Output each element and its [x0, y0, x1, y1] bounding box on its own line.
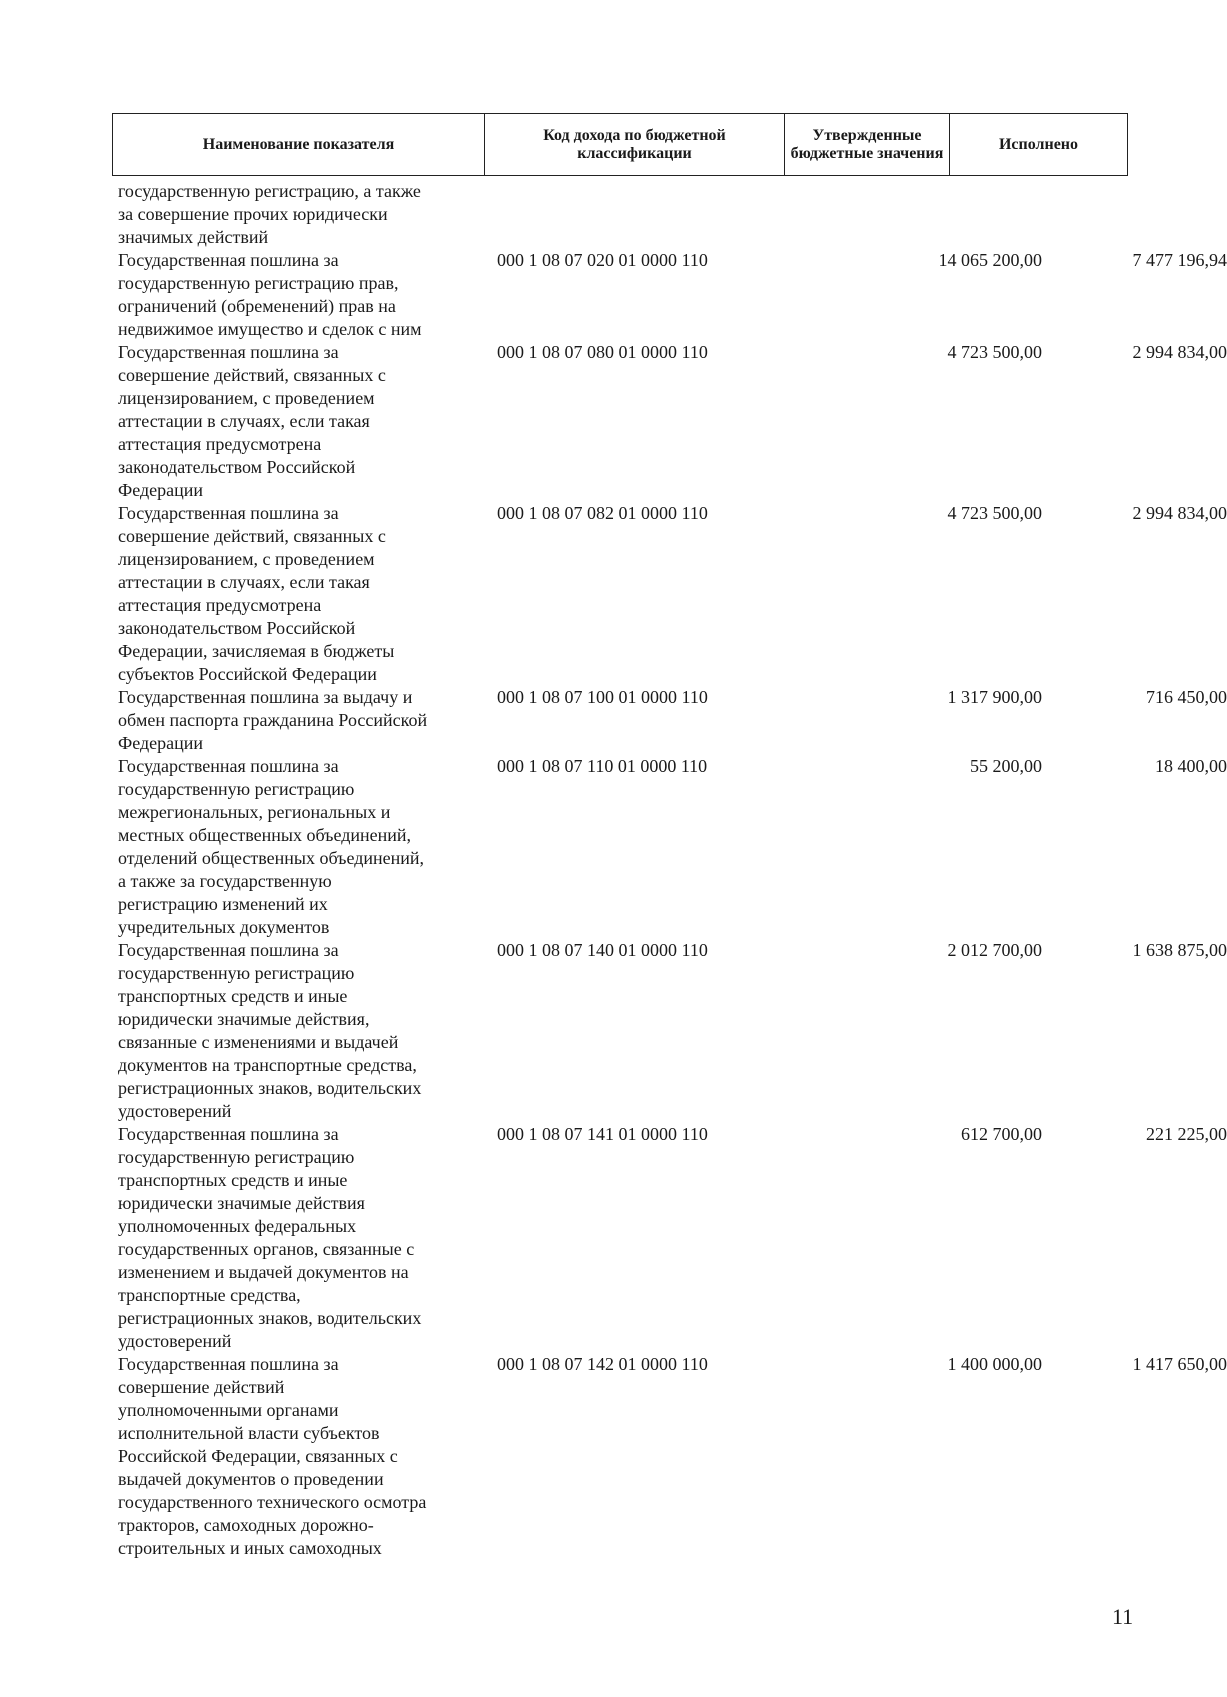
table-body: [112, 180, 1227, 1560]
income-code: 000 1 08 07 020 01 0000 110: [497, 250, 708, 270]
indicator-name-line: исполнительной власти субъектов: [118, 1423, 380, 1443]
indicator-name-line: уполномоченных федеральных: [118, 1216, 357, 1236]
indicator-name-line: значимых действий: [118, 227, 269, 247]
indicator-name-line: аттестация предусмотрена: [118, 434, 322, 454]
indicator-name-line: государственную регистрацию, а также: [118, 181, 421, 201]
approved-value: 1 317 900,00: [947, 687, 1042, 707]
indicator-name: [112, 502, 484, 686]
indicator-name-line: Федерации: [118, 480, 204, 500]
indicator-name-line: транспортных средств и иные: [118, 1170, 348, 1190]
indicator-name: [112, 180, 484, 249]
indicator-name-line: Государственная пошлина за выдачу и: [118, 687, 413, 707]
table-row: [112, 1123, 1227, 1353]
indicator-name-line: Государственная пошлина за: [118, 503, 339, 523]
indicator-name-line: уполномоченными органами: [118, 1400, 339, 1420]
indicator-name-line: регистрацию изменений их: [118, 894, 328, 914]
income-code: 000 1 08 07 141 01 0000 110: [497, 1124, 708, 1144]
indicator-name-line: Федерации, зачисляемая в бюджеты: [118, 641, 395, 661]
indicator-name: [112, 249, 484, 341]
header-code: Код дохода по бюджетной классификации: [485, 114, 785, 176]
approved-value: 612 700,00: [961, 1124, 1042, 1144]
indicator-name-line: строительных и иных самоходных: [118, 1538, 382, 1558]
indicator-name-line: государственную регистрацию: [118, 779, 355, 799]
indicator-name-line: а также за государственную: [118, 871, 332, 891]
indicator-name-line: государственную регистрацию: [118, 963, 355, 983]
executed-value: 1 638 875,00: [1132, 940, 1227, 960]
indicator-name-line: совершение действий, связанных с: [118, 526, 386, 546]
indicator-name-line: регистрационных знаков, водительских: [118, 1078, 422, 1098]
indicator-name-line: обмен паспорта гражданина Российской: [118, 710, 428, 730]
approved-value: 2 012 700,00: [947, 940, 1042, 960]
executed-value: 7 477 196,94: [1132, 250, 1227, 270]
executed-value: 18 400,00: [1155, 756, 1227, 776]
indicator-name-line: законодательством Российской: [118, 457, 356, 477]
table-header: [112, 113, 1128, 176]
income-code: 000 1 08 07 100 01 0000 110: [497, 687, 708, 707]
indicator-name-line: аттестации в случаях, если такая: [118, 411, 370, 431]
indicator-name-line: регистрационных знаков, водительских: [118, 1308, 422, 1328]
indicator-name-line: удостоверений: [118, 1101, 232, 1121]
executed-value: 2 994 834,00: [1132, 503, 1227, 523]
table-row: [112, 686, 1227, 755]
indicator-name-line: Государственная пошлина за: [118, 342, 339, 362]
indicator-name-line: транспортные средства,: [118, 1285, 301, 1305]
indicator-name-line: Государственная пошлина за: [118, 756, 339, 776]
indicator-name-line: учредительных документов: [118, 917, 330, 937]
indicator-name: [112, 1123, 484, 1353]
indicator-name: [112, 341, 484, 502]
indicator-name-line: аттестации в случаях, если такая: [118, 572, 370, 592]
indicator-name-line: изменением и выдачей документов на: [118, 1262, 409, 1282]
indicator-name-line: недвижимое имущество и сделок с ним: [118, 319, 422, 339]
indicator-name-line: транспортных средств и иные: [118, 986, 348, 1006]
indicator-name-line: законодательством Российской: [118, 618, 356, 638]
indicator-name-line: Государственная пошлина за: [118, 1354, 339, 1374]
approved-value: 4 723 500,00: [947, 342, 1042, 362]
page-number: 11: [1112, 1604, 1134, 1629]
indicator-name-line: Государственная пошлина за: [118, 1124, 339, 1144]
executed-value: 1 417 650,00: [1132, 1354, 1227, 1374]
indicator-name-line: Федерации: [118, 733, 204, 753]
indicator-name-line: государственную регистрацию: [118, 1147, 355, 1167]
indicator-name-line: государственную регистрацию прав,: [118, 273, 399, 293]
table-row: [112, 939, 1227, 1123]
indicator-name-line: тракторов, самоходных дорожно-: [118, 1515, 374, 1535]
table-row: [112, 755, 1227, 939]
indicator-name-line: местных общественных объединений,: [118, 825, 412, 845]
approved-value: 14 065 200,00: [938, 250, 1042, 270]
income-code: 000 1 08 07 110 01 0000 110: [497, 756, 708, 776]
indicator-name-line: совершение действий: [118, 1377, 285, 1397]
indicator-name-line: Государственная пошлина за: [118, 250, 339, 270]
indicator-name-line: юридически значимые действия: [118, 1193, 365, 1213]
table-row: [112, 1353, 1227, 1560]
indicator-name-line: субъектов Российской Федерации: [118, 664, 377, 684]
table-row: [112, 249, 1227, 341]
header-name: Наименование показателя: [113, 114, 485, 176]
income-code: 000 1 08 07 140 01 0000 110: [497, 940, 708, 960]
indicator-name: [112, 686, 484, 755]
indicator-name-line: лицензированием, с проведением: [118, 549, 375, 569]
executed-value: 716 450,00: [1146, 687, 1227, 707]
header-plan: Утвержденные бюджетные значения: [785, 114, 950, 176]
table-row: [112, 180, 1127, 249]
indicator-name-line: лицензированием, с проведением: [118, 388, 375, 408]
approved-value: 1 400 000,00: [947, 1354, 1042, 1374]
indicator-name-line: выдачей документов о проведении: [118, 1469, 384, 1489]
indicator-name-line: совершение действий, связанных с: [118, 365, 386, 385]
executed-value: 2 994 834,00: [1132, 342, 1227, 362]
indicator-name-line: документов на транспортные средства,: [118, 1055, 417, 1075]
table-row: [112, 502, 1227, 686]
indicator-name-line: связанные с изменениями и выдачей: [118, 1032, 399, 1052]
indicator-name-line: за совершение прочих юридически: [118, 204, 388, 224]
approved-value: 55 200,00: [970, 756, 1042, 776]
indicator-name-line: Российской Федерации, связанных с: [118, 1446, 398, 1466]
income-code: 000 1 08 07 080 01 0000 110: [497, 342, 708, 362]
indicator-name-line: аттестация предусмотрена: [118, 595, 322, 615]
indicator-name-line: удостоверений: [118, 1331, 232, 1351]
indicator-name-line: государственных органов, связанные с: [118, 1239, 415, 1259]
indicator-name: [112, 755, 484, 939]
indicator-name-line: ограничений (обременений) прав на: [118, 296, 396, 316]
executed-value: 221 225,00: [1146, 1124, 1227, 1144]
approved-value: 4 723 500,00: [947, 503, 1042, 523]
indicator-name-line: юридически значимые действия,: [118, 1009, 370, 1029]
income-code: 000 1 08 07 142 01 0000 110: [497, 1354, 708, 1374]
indicator-name-line: отделений общественных объединений,: [118, 848, 425, 868]
indicator-name: [112, 1353, 484, 1560]
indicator-name-line: межрегиональных, региональных и: [118, 802, 391, 822]
income-code: 000 1 08 07 082 01 0000 110: [497, 503, 708, 523]
header-done: Исполнено: [950, 114, 1128, 176]
indicator-name: [112, 939, 484, 1123]
indicator-name-line: государственного технического осмотра: [118, 1492, 427, 1512]
table-row: [112, 341, 1227, 502]
indicator-name-line: Государственная пошлина за: [118, 940, 339, 960]
